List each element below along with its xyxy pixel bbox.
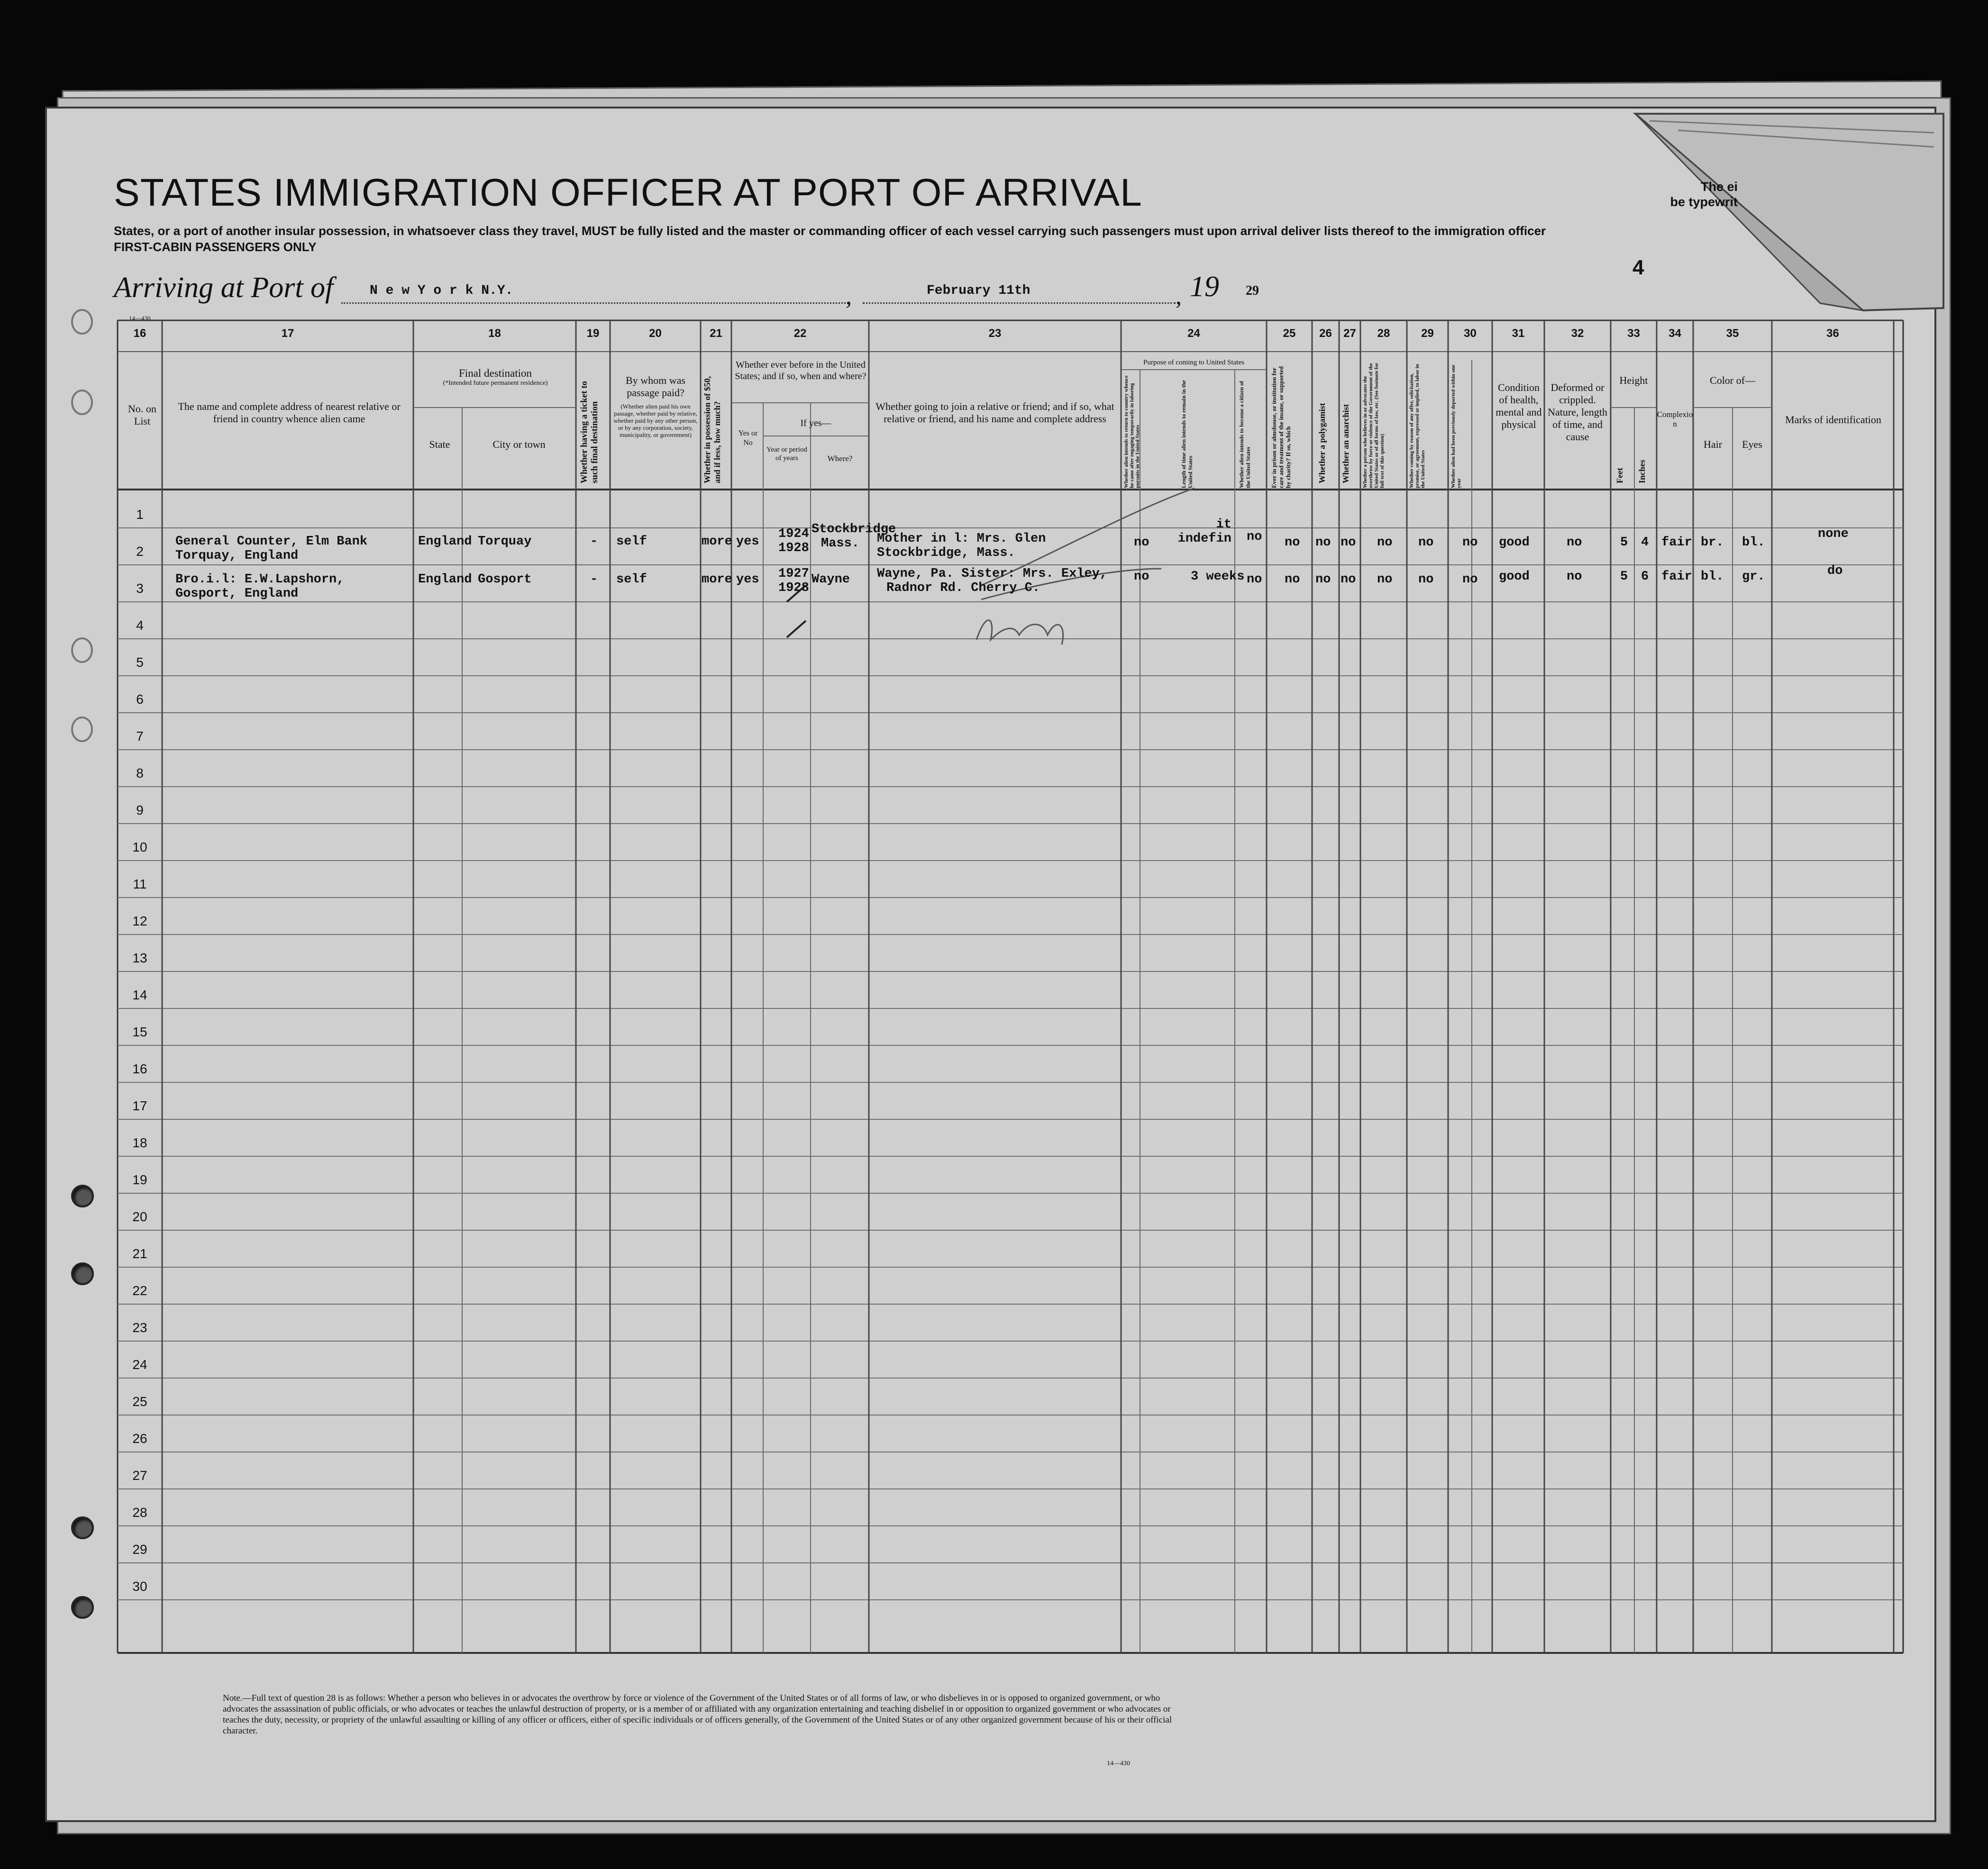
head-city: City or town bbox=[492, 438, 546, 450]
head-final-destination-title: Final destination bbox=[459, 367, 532, 379]
binder-hole bbox=[71, 1262, 94, 1285]
row-number: 13 bbox=[132, 951, 147, 965]
before-yes-no: yes bbox=[736, 572, 759, 587]
col-num-33: 33 bbox=[1627, 327, 1640, 340]
arriving-label: Arriving at Port of bbox=[114, 272, 334, 304]
paid-by: self bbox=[616, 572, 647, 587]
head-marks: Marks of identification bbox=[1785, 414, 1881, 426]
head-passage bbox=[612, 374, 699, 438]
deformed: no bbox=[1567, 535, 1582, 550]
col-num-34: 34 bbox=[1669, 327, 1681, 340]
head-contract: Whether coming by reason of any offer, solicitation, promise, or agreement, expressed or implied, to labor in the United States bbox=[1409, 364, 1426, 488]
row-number: 7 bbox=[136, 729, 144, 744]
row-number: 28 bbox=[132, 1505, 147, 1520]
head-yes-no: Yes or No bbox=[738, 429, 758, 447]
date-value: February 11th bbox=[927, 283, 1030, 298]
row-number: 15 bbox=[132, 1025, 147, 1039]
relative-address-line: Gosport, England bbox=[175, 587, 299, 601]
head-overthrow: Whether a person who believes in or advocates the overthrow by force or violence of the Government of the United States or of all forms of law, etc. (See footnote for full text of this question) bbox=[1362, 363, 1385, 488]
row-number: 30 bbox=[132, 1579, 147, 1594]
head-final-destination bbox=[417, 367, 574, 387]
purpose-citizen: no bbox=[1247, 530, 1262, 544]
binder-ring bbox=[71, 309, 93, 335]
comma: , bbox=[846, 283, 852, 310]
class-line: FIRST-CABIN PASSENGERS ONLY bbox=[114, 240, 317, 254]
before-years-line: 1928 bbox=[778, 581, 809, 595]
join-relative-line: Wayne, Pa. Sister: Mrs. Exley, bbox=[877, 567, 1108, 581]
row-number: 24 bbox=[132, 1357, 147, 1372]
hair-color: br. bbox=[1701, 535, 1724, 550]
relative-address-line: General Counter, Elm Bank bbox=[175, 535, 368, 549]
prison: no bbox=[1285, 535, 1300, 550]
row-number: 21 bbox=[132, 1246, 147, 1261]
col-num-21: 21 bbox=[710, 327, 722, 340]
col-num-32: 32 bbox=[1571, 327, 1584, 340]
head-passage-title: By whom was passage paid? bbox=[626, 374, 685, 399]
form-number-bottom: 14—430 bbox=[1107, 1760, 1130, 1767]
row-number: 11 bbox=[133, 877, 147, 891]
join-relative bbox=[877, 532, 1046, 560]
head-join: Whether going to join a relative or friend; and if so, what relative or friend, and his name and complete address bbox=[875, 400, 1114, 425]
head-height: Height bbox=[1619, 374, 1648, 386]
prison: no bbox=[1285, 572, 1300, 587]
identification-marks: none bbox=[1818, 527, 1849, 541]
head-if-yes: If yes— bbox=[800, 418, 831, 428]
col-num-35: 35 bbox=[1726, 327, 1739, 340]
head-relative: The name and complete address of nearest relative or friend in country whence alien came bbox=[178, 400, 401, 425]
head-deported: Whether alien had been previously deported within one year bbox=[1450, 364, 1462, 488]
deported: no bbox=[1462, 535, 1478, 550]
col-num-31: 31 bbox=[1512, 327, 1525, 340]
deformed: no bbox=[1567, 570, 1582, 584]
head-polygamist: Whether a polygamist bbox=[1317, 403, 1327, 483]
height-feet: 5 bbox=[1620, 535, 1628, 550]
before-years-line: 1927 bbox=[778, 567, 809, 581]
money: more bbox=[702, 572, 732, 587]
purpose-length-line: it bbox=[1216, 517, 1231, 532]
col-num-19: 19 bbox=[586, 327, 600, 340]
contract: no bbox=[1418, 535, 1434, 550]
row-number: 1 bbox=[136, 507, 144, 522]
row-number: 10 bbox=[132, 840, 147, 854]
join-relative-line: Radnor Rd. Cherry C. bbox=[886, 581, 1040, 595]
row-number: 12 bbox=[132, 914, 147, 928]
ticket: - bbox=[590, 572, 598, 587]
purpose-return: no bbox=[1134, 535, 1149, 550]
before-yes-no: yes bbox=[736, 535, 759, 549]
height-feet: 5 bbox=[1620, 570, 1628, 584]
col-num-36: 36 bbox=[1826, 327, 1839, 340]
head-where: Where? bbox=[827, 454, 853, 463]
before-years bbox=[778, 567, 809, 595]
head-inches: Inches bbox=[1637, 459, 1647, 483]
deported: no bbox=[1462, 572, 1478, 587]
overthrow: no bbox=[1377, 535, 1393, 550]
head-deformed: Deformed or crippled. Nature, length of time, and cause bbox=[1548, 381, 1607, 443]
head-color: Color of— bbox=[1710, 374, 1755, 386]
row-number: 29 bbox=[132, 1542, 147, 1557]
head-money: Whether in possession of $50, and if less, how much? bbox=[702, 376, 722, 483]
head-year: Year or period of years bbox=[766, 446, 807, 462]
head-state: State bbox=[429, 438, 450, 450]
year-suffix: 29 bbox=[1246, 283, 1259, 298]
col-num-25: 25 bbox=[1283, 327, 1296, 340]
binder-hole bbox=[71, 1516, 94, 1539]
eye-color: gr. bbox=[1742, 570, 1765, 584]
ticket: - bbox=[590, 535, 598, 549]
before-where-line: Mass. bbox=[821, 536, 860, 551]
binder-ring bbox=[71, 717, 93, 742]
row-number: 17 bbox=[132, 1098, 147, 1113]
port-value: N e w Y o r k N.Y. bbox=[370, 283, 513, 298]
before-years bbox=[778, 527, 809, 555]
col-num-23: 23 bbox=[988, 327, 1002, 340]
anarchist: no bbox=[1341, 572, 1356, 587]
relative-address-line: Bro.i.l: E.W.Lapshorn, bbox=[175, 572, 345, 587]
page-title: STATES IMMIGRATION OFFICER AT PORT OF ARRIVAL bbox=[114, 171, 1142, 214]
row-number: 2 bbox=[136, 544, 144, 559]
col-num-28: 28 bbox=[1377, 327, 1390, 340]
row-number: 3 bbox=[136, 581, 144, 596]
head-purpose: Purpose of coming to United States bbox=[1143, 359, 1244, 366]
row-number: 20 bbox=[132, 1209, 147, 1224]
row-number: 4 bbox=[136, 618, 144, 633]
form-number-top: 14—430 bbox=[129, 315, 151, 322]
head-feet: Feet bbox=[1615, 468, 1624, 483]
paid-by: self bbox=[616, 535, 647, 549]
join-relative-line: Mother in l: Mrs. Glen bbox=[877, 532, 1046, 546]
row-number: 5 bbox=[136, 655, 144, 670]
before-where bbox=[812, 572, 850, 587]
row-number: 8 bbox=[136, 766, 144, 780]
instructions-text: States, or a port of another insular possession, in whatsoever class they travel, MUST be fully listed and the master or commanding officer of each vessel carrying such passengers must upon arrival deliver lists thereof to the immigration officer bbox=[114, 224, 1546, 238]
polygamist: no bbox=[1315, 535, 1331, 550]
corner-text-line: The ei bbox=[1700, 180, 1738, 194]
dest-state: England bbox=[418, 535, 472, 549]
binder-hole bbox=[71, 1596, 94, 1619]
footnote: Note.—Full text of question 28 is as follows: Whether a person who believes in or advocates the overthrow by force or violence of the Government of the United States or of all forms of law, or who disbelieves in or is opposed to organized government, or who advocates the assassination of public officials, or who advocates or teaches the unlawful destruction of property, or is a member of or affiliated with any organization entertaining and teaching disbelief in or opposition to organized government or who advocates or teaches the duty, necessity, or propriety of the unlawful assaulting or killing of any officer or officers, either of specific individuals or of officers generally, of the Government of the United States or of any other organized government because of his or their official character. bbox=[223, 1693, 1172, 1736]
col-num-17: 17 bbox=[281, 327, 294, 340]
head-anarchist: Whether an anarchist bbox=[1341, 404, 1350, 483]
head-ticket: Whether having a ticket to such final destination bbox=[579, 381, 600, 483]
col-num-22: 22 bbox=[793, 327, 807, 340]
binder-ring bbox=[71, 390, 93, 415]
row-number: 27 bbox=[132, 1468, 147, 1483]
row-number: 9 bbox=[136, 803, 144, 817]
col-num-16: 16 bbox=[133, 327, 146, 340]
dest-city: Torquay bbox=[478, 535, 532, 549]
overthrow: no bbox=[1377, 572, 1393, 587]
identification-marks: do bbox=[1827, 564, 1843, 578]
purpose-return: no bbox=[1134, 570, 1149, 584]
before-years-line: 1924 bbox=[778, 527, 809, 541]
row-number: 25 bbox=[132, 1394, 147, 1409]
corner-text-line: be typewrit bbox=[1670, 195, 1738, 209]
complexion: fair bbox=[1661, 570, 1692, 584]
head-before: Whether ever before in the United States; and if so, when and where? bbox=[735, 360, 866, 381]
col-num-18: 18 bbox=[488, 327, 501, 340]
anarchist: no bbox=[1341, 535, 1356, 550]
health: good bbox=[1499, 535, 1530, 550]
before-where-line: Stockbridge bbox=[812, 522, 896, 536]
row-number: 16 bbox=[132, 1062, 147, 1076]
head-no-on-list: No. on List bbox=[128, 403, 156, 427]
join-relative-line: Stockbridge, Mass. bbox=[877, 546, 1015, 560]
row-number: 22 bbox=[132, 1283, 147, 1298]
head-purpose-return: Whether alien intends to return to country whence he came after engaging temporarily in laboring pursuits in the United States bbox=[1123, 375, 1140, 488]
comma: , bbox=[1176, 283, 1182, 310]
contract: no bbox=[1418, 572, 1434, 587]
sheet-number: 4 bbox=[1632, 256, 1644, 279]
height-inches: 4 bbox=[1641, 535, 1649, 550]
col-num-27: 27 bbox=[1343, 327, 1356, 340]
binder-hole bbox=[71, 1185, 94, 1207]
purpose-length-line: indefin bbox=[1177, 532, 1231, 546]
row-number: 14 bbox=[132, 988, 147, 1002]
relative-address bbox=[175, 572, 344, 601]
head-final-destination-note: (*Intended future permanent residence) bbox=[443, 380, 548, 387]
col-num-30: 30 bbox=[1464, 327, 1477, 340]
health: good bbox=[1499, 570, 1530, 584]
money: more bbox=[702, 535, 732, 549]
dest-state: England bbox=[418, 572, 472, 587]
head-hair: Hair bbox=[1703, 438, 1723, 450]
col-num-26: 26 bbox=[1319, 327, 1332, 340]
year-prefix: 19 bbox=[1190, 271, 1219, 303]
row-number: 26 bbox=[132, 1431, 147, 1446]
before-where-line: Wayne bbox=[812, 572, 850, 587]
head-health: Condition of health, mental and physical bbox=[1496, 381, 1542, 430]
head-eyes: Eyes bbox=[1742, 438, 1762, 450]
head-purpose-citizen: Whether alien intends to become a citizen of the United States bbox=[1238, 381, 1251, 488]
before-years-line: 1928 bbox=[778, 541, 809, 555]
row-number: 23 bbox=[132, 1320, 147, 1335]
dest-city: Gosport bbox=[478, 572, 532, 587]
purpose-length bbox=[1175, 517, 1231, 546]
head-purpose-length: Length of time alien intends to remain in the United States bbox=[1180, 380, 1194, 488]
polygamist: no bbox=[1315, 572, 1331, 587]
signature bbox=[976, 620, 1063, 644]
join-relative bbox=[877, 567, 1107, 595]
purpose-citizen: no bbox=[1247, 572, 1262, 587]
row-number: 18 bbox=[132, 1135, 147, 1150]
head-complexion: Complexion bbox=[1657, 410, 1693, 428]
height-inches: 6 bbox=[1641, 570, 1649, 584]
hair-color: bl. bbox=[1701, 570, 1724, 584]
complexion: fair bbox=[1661, 535, 1692, 550]
col-num-20: 20 bbox=[649, 327, 662, 340]
head-prison: Ever in prison or almshouse, or institution for care and treatment of the insane, or supported by charity? If so, which bbox=[1270, 366, 1292, 488]
relative-address-line: Torquay, England bbox=[175, 549, 299, 563]
row-number: 6 bbox=[136, 692, 144, 707]
head-passage-note: (Whether alien paid his own passage, whether paid by relative, whether paid by any other person, or by any corporation, society, municipality, or government) bbox=[613, 403, 698, 438]
row-number: 19 bbox=[132, 1172, 147, 1187]
binder-ring bbox=[71, 637, 93, 663]
col-num-24: 24 bbox=[1187, 327, 1200, 340]
relative-address bbox=[175, 535, 367, 563]
eye-color: bl. bbox=[1742, 535, 1765, 550]
purpose-length: 3 weeks bbox=[1191, 570, 1245, 584]
col-num-29: 29 bbox=[1421, 327, 1434, 340]
